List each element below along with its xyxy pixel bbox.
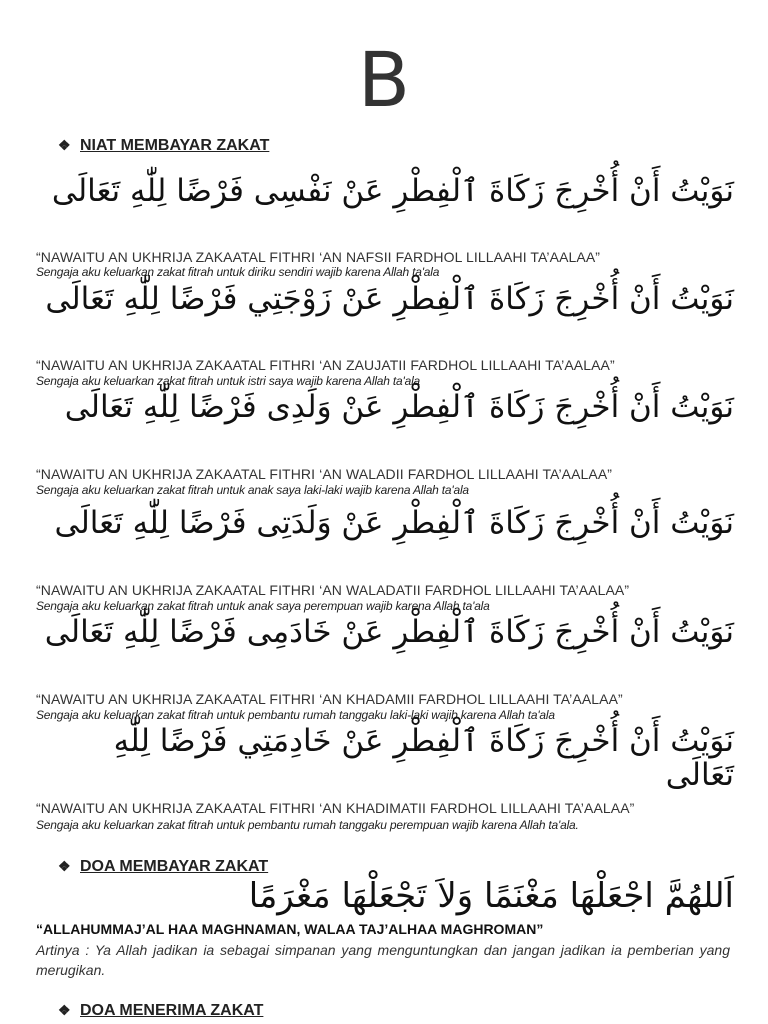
doa-membayar-translit: “ALLAHUMMAJ’AL HAA MAGHNAMAN, WALAA TAJ’ALHAA MAGHROMAN” [36,921,544,937]
niat-meaning-6: Sengaja aku keluarkan zakat fitrah untuk pembantu rumah tanggaku perempuan wajib karena Allah ta'ala. [36,818,579,832]
niat-meaning-1: Sengaja aku keluarkan zakat fitrah untuk diriku sendiri wajib karena Allah ta'ala [36,265,440,279]
niat-arabic-2: نَوَيْتُ أَنْ أُخْرِجَ زَكَاةَ ٱلْفِطْرِ عَنْ زَوْجَتِي فَرْضًا لِلّٰهِ تَعَالَى [45,281,734,317]
niat-translit-6: “NAWAITU AN UKHRIJA ZAKAATAL FITHRI ‘AN KHADIMATII FARDHOL LILLAAHI TA’AALAA” [36,800,635,816]
niat-translit-1: “NAWAITU AN UKHRIJA ZAKAATAL FITHRI ‘AN NAFSII FARDHOL LILLAAHI TA’AALAA” [36,249,601,265]
niat-meaning-4: Sengaja aku keluarkan zakat fitrah untuk anak saya perempuan wajib karena Allah ta'ala [36,599,490,613]
diamond-bullet-icon: ❖ [58,1002,71,1018]
doa-membayar-meaning: Artinya : Ya Allah jadikan ia sebagai simpanan yang menguntungkan dan jangan jadikan ia pemberian yang merugikan. [36,942,730,978]
doa-membayar-arabic: اَللهُمَّ اجْعَلْهَا مَغْنَمًا وَلاَ تَجْعَلْهَا مَغْرَمًا [248,876,734,916]
niat-meaning-5: Sengaja aku keluarkan zakat fitrah untuk pembantu rumah tanggaku laki-laki wajib karena Allah ta'ala [36,708,555,722]
doa-membayar-heading-text: DOA MEMBAYAR ZAKAT [80,858,269,875]
niat-translit-3: “NAWAITU AN UKHRIJA ZAKAATAL FITHRI ‘AN WALADII FARDHOL LILLAAHI TA’AALAA” [36,466,613,482]
niat-heading-text: NIAT MEMBAYAR ZAKAT [80,137,270,154]
niat-arabic-5: نَوَيْتُ أَنْ أُخْرِجَ زَكَاةَ ٱلْفِطْرِ عَنْ خَادَمِى فَرْضًا لِلّٰهِ تَعَالَى [44,614,734,650]
niat-translit-4: “NAWAITU AN UKHRIJA ZAKAATAL FITHRI ‘AN WALADATII FARDHOL LILLAAHI TA’AALAA” [36,582,630,598]
niat-arabic-1: نَوَيْتُ أَنْ أُخْرِجَ زَكَاةَ ٱلْفِطْرِ عَنْ نَفْسِى فَرْضًا لِلّٰهِ تَعَالَى [51,173,734,209]
niat-translit-2: “NAWAITU AN UKHRIJA ZAKAATAL FITHRI ‘AN ZAUJATII FARDHOL LILLAAHI TA’AALAA” [36,357,615,373]
niat-meaning-2: Sengaja aku keluarkan zakat fitrah untuk istri saya wajib karena Allah ta'ala [36,374,421,388]
section-letter: B [357,35,411,124]
doa-membayar-heading [58,856,268,877]
niat-arabic-6: نَوَيْتُ أَنْ أُخْرِجَ زَكَاةَ ٱلْفِطْرِ عَنْ خَادِمَتِي فَرْضًا لِلّٰهِ تَعَالَى [113,723,734,793]
diamond-bullet-icon: ❖ [58,858,71,874]
niat-translit-5: “NAWAITU AN UKHRIJA ZAKAATAL FITHRI ‘AN KHADAMII FARDHOL LILLAAHI TA’AALAA” [36,691,623,707]
niat-arabic-4: نَوَيْتُ أَنْ أُخْرِجَ زَكَاةَ ٱلْفِطْرِ عَنْ وَلَدَتِى فَرْضًا لِلّٰهِ تَعَالَى [54,505,734,541]
niat-heading [58,135,269,156]
diamond-bullet-icon: ❖ [58,137,71,153]
doa-menerima-heading [58,1000,263,1021]
niat-arabic-3: نَوَيْتُ أَنْ أُخْرِجَ زَكَاةَ ٱلْفِطْرِ عَنْ وَلَدِى فَرْضًا لِلّٰهِ تَعَالَى [64,389,734,425]
niat-meaning-3: Sengaja aku keluarkan zakat fitrah untuk anak saya laki-laki wajib karena Allah ta'ala [36,483,469,497]
doa-menerima-heading-text: DOA MENERIMA ZAKAT [80,1002,264,1019]
